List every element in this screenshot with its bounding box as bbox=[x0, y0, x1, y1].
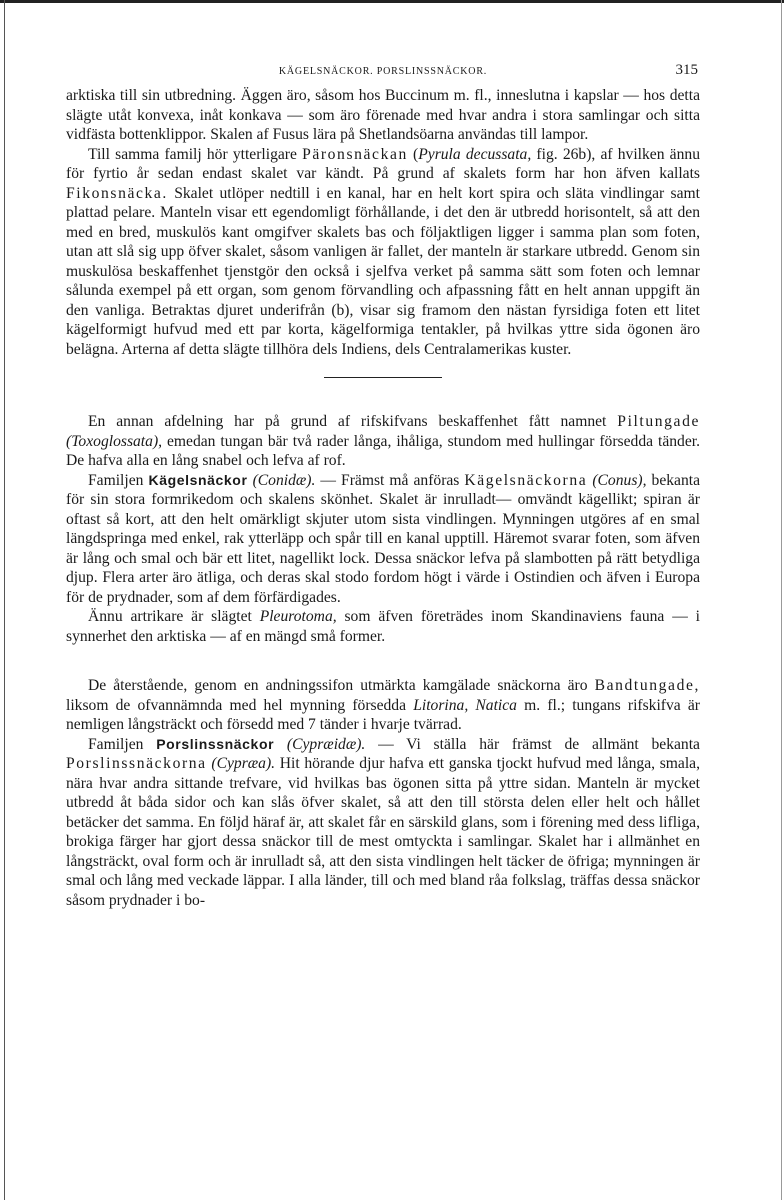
text: bekanta för sin stora formrikedom och skalens skönhet. Skalet är inrulladt— omvändt kägellikt; spiran är oftast så kort, att den helt omärkligt skjuter utom sista vindlingen. Mynningen utgöres af en smal längdspringa med enkel, rak ytterläpp och spår till en kanal upptill. Häremot svarar foten, som äfven är lång och smal och bär ett litet, nagellikt lock. Dessa snäckor lefva på slambotten på rätt betydliga djup. Flera arter äro ätliga, och deras skal stodo fordom högt i värde i Ostindien och äfven i Europa för de prydnader, som af dem förfärdigades. bbox=[66, 471, 701, 606]
latin-name-conus: (Conus), bbox=[592, 471, 647, 489]
text: Skalet utlöper nedtill i en kanal, har en helt kort spira och släta vindlingar samt plattad pelare. Manteln visar ett egendomligt förhållande, i det den är utbredd horisontelt, så att den med en bred, muskulös kant omgifver skalets bas och följaktligen ligger i samma plan som foten, utan att slå sig upp öfver skalet, såsom vanligen är fallet, der manteln är starkare utbredd. Genom sin muskulösa beskaffenhet tjenstgör den också i sjelfva verket på samma sätt som foten och lemnar sålunda exempel på ett organ, som genom förvandling och afpassning fått en helt annan uppgift än den vanliga. Betraktas djuret underifrån (b), visar sig framom den nästan fyrsidiga foten ett litet kägelformigt hufvud med ett par korta, kägelformiga tentakler, på hvilkas yttre sida ögonen äro belägna. Arterna af detta slägte tillhöra dels Indiens, dels Centralamerikas kuster. bbox=[66, 184, 700, 358]
text: fig. 26b), af hvilken ännu för fyrtio år sedan endast skalet var kändt. På grund af skalets form har hon äfven kallats bbox=[66, 145, 700, 182]
common-name-porslinssnackorna: Porslinssnäckorna bbox=[66, 755, 207, 772]
text: arktiska till sin utbredning. Äggen äro, såsom hos Buccinum m. fl., inneslutna i kapslar — hos detta slägte utåt konvexa, inåt konkava — som äro förenade med hvar andra i stora samlingar och sitta vidfästa bottenklippor. Skalen af Fusus lära på Shetlandsöarna användas till lampor. bbox=[66, 87, 700, 143]
latin-name-cypraea: (Cypræa). bbox=[211, 755, 276, 772]
family-name-porslinssnackor: Porslinssnäckor bbox=[156, 735, 275, 752]
text: ( bbox=[407, 145, 419, 163]
section-divider bbox=[324, 377, 442, 378]
latin-name-pyrula: Pyrula decussata, bbox=[418, 145, 532, 163]
paragraph-pleurotoma bbox=[66, 607, 700, 646]
latin-name-toxoglossata: (Toxoglossata), bbox=[66, 432, 163, 450]
common-name-fikonsnacka: Fikonsnäcka. bbox=[66, 184, 168, 202]
text: De återstående, genom en andningssifon utmärkta kamgälade snäckorna äro bbox=[88, 677, 595, 694]
text: Familjen bbox=[88, 471, 149, 489]
running-title: KÄGELSNÄCKOR. PORSLINSSNÄCKOR. bbox=[278, 66, 488, 77]
latin-name-litorina-natica: Litorina, Natica bbox=[413, 696, 517, 714]
running-head bbox=[66, 62, 700, 86]
paragraph-conidae bbox=[66, 471, 700, 608]
paragraph-arctic-eggs bbox=[66, 86, 700, 145]
paragraph-bandtungade bbox=[66, 676, 700, 735]
family-name-kagelsnackor: Kägelsnäckor bbox=[148, 471, 248, 488]
latin-name-pleurotoma: Pleurotoma, bbox=[259, 608, 337, 625]
text: — Vi ställa här främst de allmänt bekanta bbox=[365, 735, 700, 753]
text: — Främst må anföras bbox=[315, 471, 465, 489]
paragraph-toxoglossata bbox=[66, 412, 700, 471]
latin-name-conidae: (Conidæ). bbox=[252, 471, 316, 489]
text bbox=[274, 736, 287, 753]
text: Ännu artrikare är slägtet bbox=[88, 608, 260, 625]
common-name-paronsnackan: Päronsnäckan bbox=[302, 145, 408, 163]
group-name-bandtungade: Bandtungade, bbox=[594, 677, 700, 694]
paragraph-cypraeidae bbox=[66, 735, 700, 911]
text: Hit hörande djur hafva ett ganska tjockt hufvud med långa, smala, nära hvar andra sittande trefvare, vid hvilkas bas ögonen sitta på yttre sidan. Manteln är mycket utbredd åt båda sidor och kan slås öfver skalet, så att den till största delen eller helt och hållet betäcker det samma. En följd häraf är, att skalet får en särskild glans, som i förening med dess lifliga, brokiga färger har gjort dessa snäckor till de mest omtyckta i samlingar. Skalet har i allmänhet en långsträckt, oval form och är inrulladt så, att den sista vindlingen helt täcker de öfriga; mynningen är smal och lång med veckade läppar. I alla länder, till och med bland råa folkslag, träffas dessa snäckor såsom prydnader i bo- bbox=[66, 755, 700, 909]
page-number: 315 bbox=[675, 62, 698, 78]
book-page bbox=[66, 62, 700, 910]
text: m. fl.; tungans rifskifva är nemligen långsträckt och försedd med 7 tänder i hvarje tvärrad. bbox=[66, 696, 700, 733]
group-name-piltungade: Piltungade bbox=[617, 413, 700, 430]
text: Till samma familj hör ytterligare bbox=[88, 145, 303, 163]
paragraph-pyrula bbox=[66, 145, 700, 360]
text: som äfven företrädes inom Skandinaviens fauna — i synnerhet den arktiska — af en mängd små former. bbox=[66, 608, 700, 645]
section-gap bbox=[66, 646, 700, 676]
text: emedan tungan bär två rader långa, ihåliga, stundom med hullingar försedda tänder. De hafva alla en lång snabel och lefva af rof. bbox=[66, 432, 700, 469]
text: liksom de ofvannämnda med hel mynning försedda bbox=[66, 696, 414, 714]
scan-edge-left bbox=[4, 0, 5, 1200]
scan-edge-right bbox=[781, 0, 782, 1200]
common-name-kagelsnackorna: Kägelsnäckorna bbox=[464, 471, 588, 489]
text: En annan afdelning har på grund af rifskifvans beskaffenhet fått namnet bbox=[88, 413, 618, 430]
scan-edge-top bbox=[0, 0, 784, 3]
latin-name-cypraeidae: (Cypræidæ). bbox=[286, 735, 366, 753]
text: Familjen bbox=[88, 735, 157, 753]
